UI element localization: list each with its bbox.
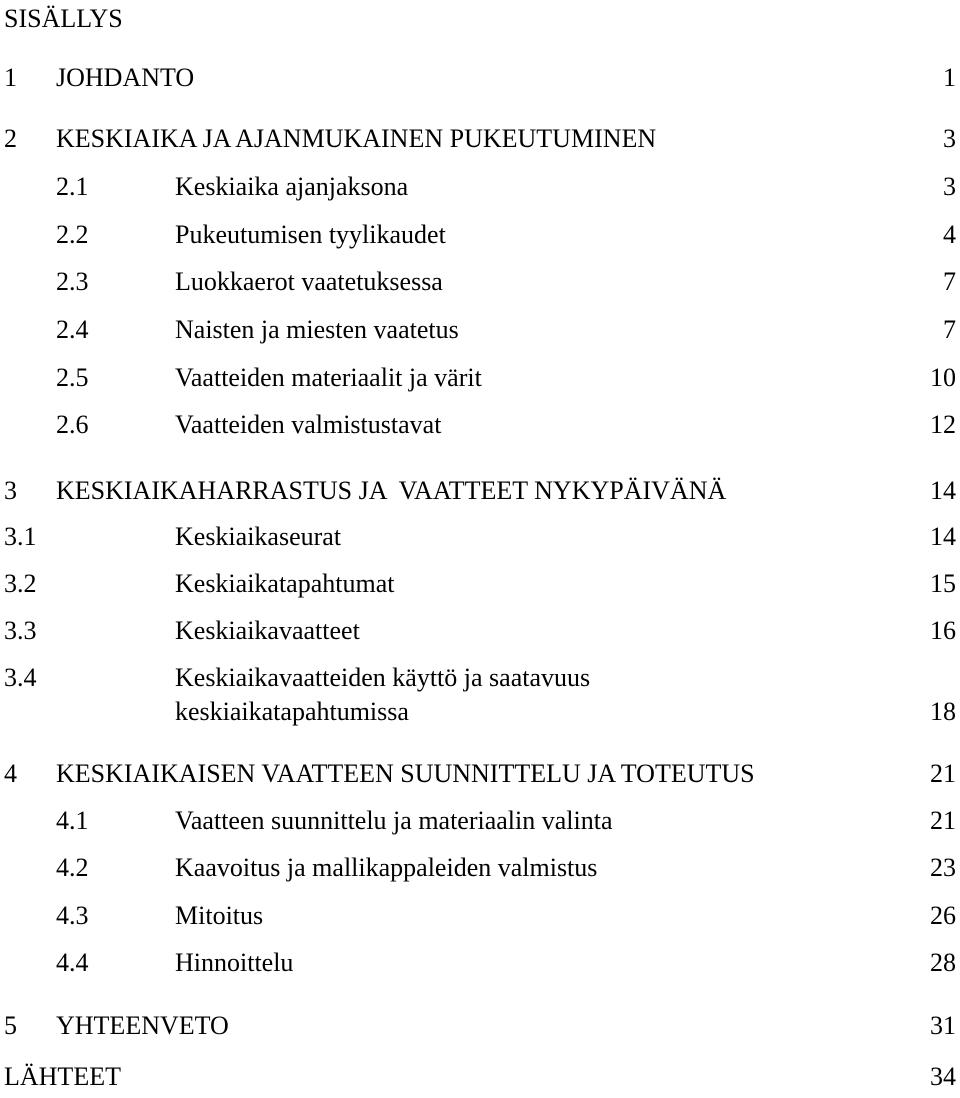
toc-entry-2-4[interactable] [0, 313, 960, 347]
toc-entry-title: Hinnoittelu [175, 948, 294, 977]
toc-entry-number: 2.4 [56, 315, 89, 344]
toc-entry-number: 3.1 [4, 522, 37, 551]
toc-entry-number: 3 [4, 476, 17, 505]
toc-entry-4-2[interactable] [0, 851, 960, 885]
toc-entry-title: Keskiaikaseurat [175, 522, 342, 551]
toc-entry-4-4[interactable] [0, 946, 960, 980]
toc-entry-number: 4.3 [56, 901, 89, 930]
toc-entry-title: Vaatteiden materiaalit ja värit [175, 363, 482, 392]
page-title-text: SISÄLLYS [4, 4, 123, 33]
toc-entry-2-5[interactable] [0, 361, 960, 395]
toc-entry-title: KESKIAIKAHARRASTUS JA VAATTEET NYKYPÄIVÄNÄ [56, 476, 727, 505]
toc-entry-number: 2.5 [56, 363, 89, 392]
toc-entry-title: LÄHTEET [4, 1062, 121, 1091]
toc-entry-4-1[interactable] [0, 804, 960, 838]
toc-entry-page: 3 [943, 172, 956, 201]
toc-entry-page: 12 [930, 410, 956, 439]
toc-entry-page: 23 [930, 853, 956, 882]
toc-entry-3-2[interactable] [0, 567, 960, 601]
toc-entry-page: 4 [943, 220, 956, 249]
toc-entry-number: 1 [4, 63, 17, 92]
toc-entry-page: 18 [930, 697, 956, 726]
toc-entry-3-4[interactable] [0, 661, 960, 729]
toc-entry-title: JOHDANTO [56, 63, 195, 92]
toc-entry-page: 21 [930, 806, 956, 835]
toc-entry-3-1[interactable] [0, 520, 960, 554]
toc-entry-title: Keskiaika ajanjaksona [175, 172, 409, 201]
toc-entry-page: 31 [930, 1011, 956, 1040]
toc-entry-page: 28 [930, 948, 956, 977]
toc-entry-2-3[interactable] [0, 265, 960, 299]
toc-entry-references[interactable] [0, 1060, 960, 1094]
toc-entry-number: 4.4 [56, 948, 89, 977]
toc-entry-page: 26 [930, 901, 956, 930]
toc-entry-title: Mitoitus [175, 901, 264, 930]
toc-entry-number: 3.4 [4, 663, 37, 692]
toc-entry-3[interactable] [0, 474, 960, 508]
toc-entry-page: 15 [930, 569, 956, 598]
toc-entry-page: 7 [943, 267, 956, 296]
toc-entry-title: Luokkaerot vaatetuksessa [175, 267, 443, 296]
toc-entry-title: Vaatteiden valmistustavat [175, 410, 442, 439]
toc-entry-4[interactable] [0, 757, 960, 791]
toc-entry-title: KESKIAIKA JA AJANMUKAINEN PUKEUTUMINEN [56, 124, 657, 153]
toc-entry-title-continued: keskiaikatapahtumissa [175, 697, 409, 726]
toc-entry-number: 2.2 [56, 220, 89, 249]
toc-entry-2[interactable] [0, 122, 960, 156]
toc-entry-title: Keskiaikavaatteet [175, 616, 360, 645]
toc-entry-title: Vaatteen suunnittelu ja materiaalin valinta [175, 806, 613, 835]
toc-entry-title: Keskiaikavaatteiden käyttö ja saatavuus [175, 663, 591, 692]
toc-entry-3-3[interactable] [0, 614, 960, 648]
toc-entry-number: 3.2 [4, 569, 37, 598]
toc-entry-page: 16 [930, 616, 956, 645]
toc-entry-number: 4 [4, 759, 17, 788]
toc-entry-1[interactable] [0, 61, 960, 95]
toc-entry-2-6[interactable] [0, 408, 960, 442]
toc-entry-number: 2.1 [56, 172, 89, 201]
toc-entry-number: 2 [4, 124, 17, 153]
toc-entry-number: 4.1 [56, 806, 89, 835]
toc-entry-5[interactable] [0, 1009, 960, 1043]
toc-entry-title: Keskiaikatapahtumat [175, 569, 395, 598]
toc-entry-4-3[interactable] [0, 899, 960, 933]
toc-entry-page: 10 [930, 363, 956, 392]
toc-entry-page: 7 [943, 315, 956, 344]
toc-entry-2-2[interactable] [0, 218, 960, 252]
page-title [4, 2, 960, 36]
toc-entry-number: 2.3 [56, 267, 89, 296]
toc-entry-page: 14 [930, 476, 956, 505]
toc-entry-number: 3.3 [4, 616, 37, 645]
toc-entry-title: Kaavoitus ja mallikappaleiden valmistus [175, 853, 598, 882]
toc-entry-page: 21 [930, 759, 956, 788]
toc-entry-page: 34 [930, 1062, 956, 1091]
toc-entry-title: Naisten ja miesten vaatetus [175, 315, 459, 344]
toc-entry-number: 2.6 [56, 410, 89, 439]
toc-entry-2-1[interactable] [0, 170, 960, 204]
toc-entry-page: 14 [930, 522, 956, 551]
toc-entry-title: Pukeutumisen tyylikaudet [175, 220, 446, 249]
toc-entry-number: 4.2 [56, 853, 89, 882]
toc-entry-title: YHTEENVETO [56, 1011, 229, 1040]
toc-entry-page: 3 [943, 124, 956, 153]
toc-entry-page: 1 [943, 63, 956, 92]
toc-entry-number: 5 [4, 1011, 17, 1040]
toc-entry-title: KESKIAIKAISEN VAATTEEN SUUNNITTELU JA TOTEUTUS [56, 759, 755, 788]
